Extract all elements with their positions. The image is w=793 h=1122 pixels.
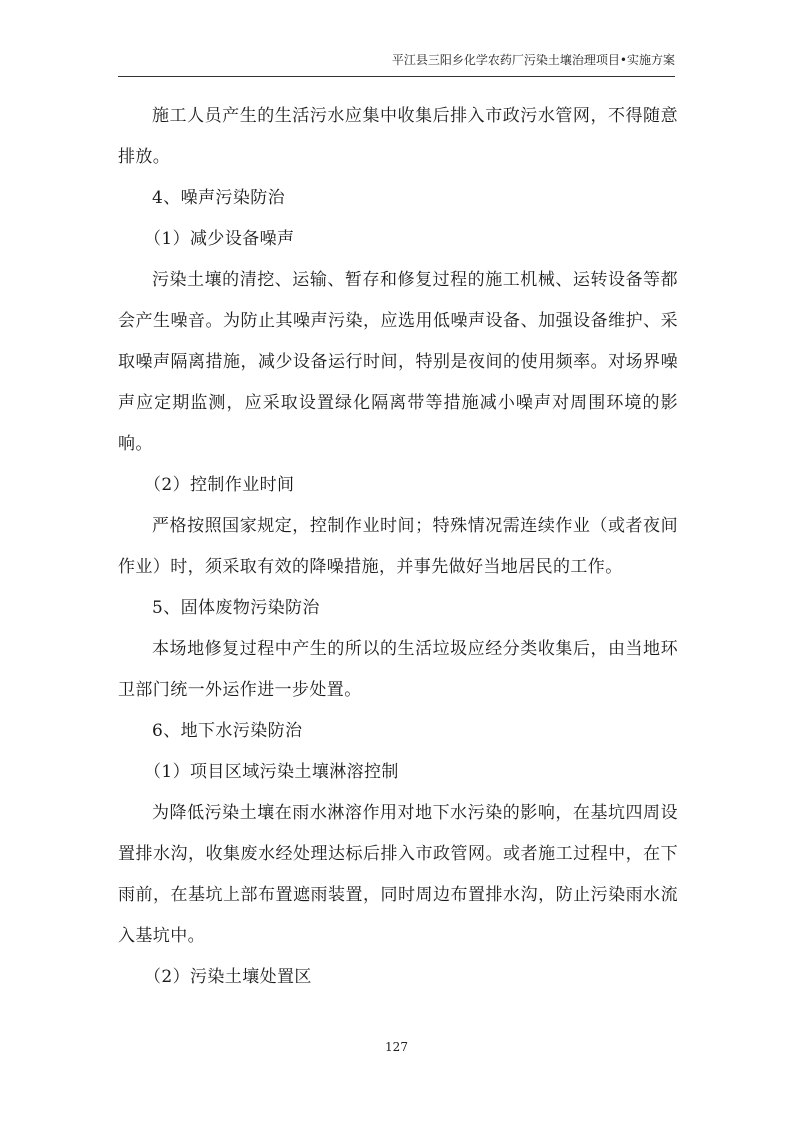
paragraph-sewage: 施工人员产生的生活污水应集中收集后排入市政污水管网，不得随意排放。: [118, 106, 678, 167]
header-title: 平江县三阳乡化学农药厂污染土壤治理项目•实施方案: [391, 53, 675, 67]
paragraph-equipment-noise: 污染土壤的清挖、运输、暂存和修复过程的施工机械、运转设备等都会产生噪音。为防止其噪声污染，应选用低噪声设备、加强设备维护、采取噪声隔离措施，减少设备运行时间，特别是夜间的使用频率。对场界噪声应定期监测，应采取设置绿化隔离带等措施减小噪声对周围环境的影响。: [118, 270, 678, 454]
running-header: [118, 48, 675, 77]
subheading-control-work-hours: （2）控制作业时间: [144, 475, 295, 495]
section-heading-groundwater: 6、地下水污染防治: [152, 721, 303, 741]
paragraph-work-hours: 严格按照国家规定，控制作业时间；特殊情况需连续作业（或者夜间作业）时，须采取有效的降噪措施，并事先做好当地居民的工作。: [118, 516, 678, 577]
subheading-leaching-control: （1）项目区域污染土壤淋溶控制: [144, 762, 399, 782]
subheading-reduce-equipment-noise: （1）减少设备噪声: [144, 229, 295, 249]
section-heading-solid-waste: 5、固体废物污染防治: [152, 598, 320, 618]
document-body: [118, 96, 678, 998]
paragraph-leaching-control: 为降低污染土壤在雨水淋溶作用对地下水污染的影响，在基坑四周设置排水沟，收集废水经处理达标后排入市政管网。或者施工过程中，在下雨前，在基坑上部布置遮雨装置，同时周边布置排水沟，防止污染雨水流入基坑中。: [118, 803, 678, 946]
paragraph-solid-waste: 本场地修复过程中产生的所以的生活垃圾应经分类收集后，由当地环卫部门统一外运作进一步处置。: [118, 639, 678, 700]
page-number: 127: [385, 1040, 408, 1054]
subheading-disposal-area: （2）污染土壤处置区: [144, 967, 312, 987]
section-heading-noise: 4、噪声污染防治: [152, 188, 286, 208]
